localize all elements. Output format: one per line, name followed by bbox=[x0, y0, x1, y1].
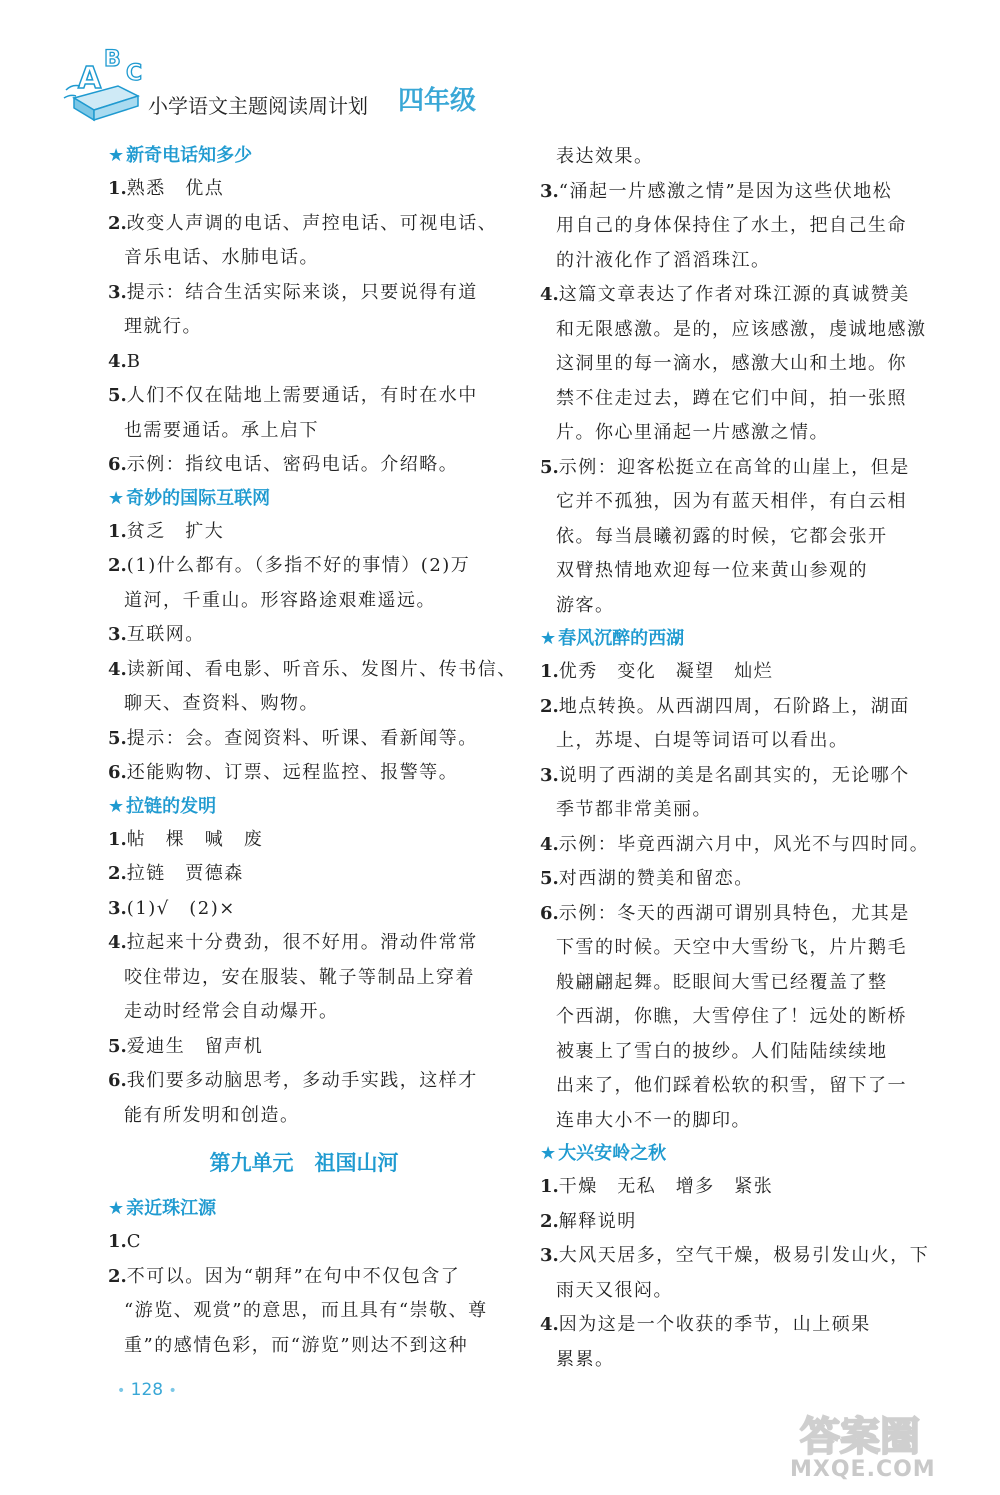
answer-item bbox=[108, 549, 508, 618]
answer-line bbox=[540, 1000, 940, 1035]
answer-text: 般翩翩起舞。眨眼间大雪已经覆盖了整 bbox=[556, 971, 888, 993]
section-heading: ★ 大兴安岭之秋 bbox=[540, 1143, 667, 1164]
answer-line bbox=[108, 857, 508, 892]
answer-number: 2. bbox=[108, 863, 127, 884]
answer-line bbox=[540, 793, 940, 828]
book-title: 小学语文主题阅读周计划 bbox=[148, 94, 368, 118]
section-heading: ★ 奇妙的国际互联网 bbox=[108, 487, 271, 509]
answer-line bbox=[540, 1343, 940, 1378]
answer-line bbox=[108, 1294, 508, 1329]
answer-list bbox=[540, 175, 940, 624]
answer-text: 帖 棵 喊 废 bbox=[126, 828, 264, 850]
answer-text: 被裹上了雪白的披纱。人们陆陆续续地 bbox=[556, 1040, 888, 1062]
answer-line bbox=[108, 823, 508, 858]
answer-text: (1)什么都有。（多指不好的事情）(2)万 bbox=[126, 555, 471, 576]
answer-item bbox=[108, 722, 508, 757]
answer-line bbox=[540, 589, 940, 624]
answer-text: 互联网。 bbox=[126, 624, 205, 645]
right-column bbox=[540, 140, 940, 1377]
answer-text: 示例：迎客松挺立在高耸的山崖上，但是 bbox=[558, 456, 910, 478]
star-icon: ★ bbox=[108, 145, 125, 166]
answer-line bbox=[540, 520, 940, 555]
answer-text: 个西湖，你瞧，大雪停住了！远处的断桥 bbox=[556, 1006, 907, 1027]
star-icon: ★ bbox=[108, 795, 125, 817]
answer-text: 还能购物、订票、远程监控、报警等。 bbox=[126, 762, 459, 783]
answer-item bbox=[108, 276, 508, 345]
answer-line bbox=[108, 618, 508, 653]
answer-number: 1. bbox=[540, 661, 559, 682]
continued-text: 表达效果。 bbox=[556, 146, 654, 167]
answer-item bbox=[108, 172, 508, 207]
star-icon: ★ bbox=[108, 487, 125, 509]
answer-line bbox=[540, 554, 940, 589]
answer-item bbox=[540, 897, 940, 1139]
star-icon: ★ bbox=[540, 1143, 557, 1164]
answer-line bbox=[540, 278, 940, 313]
page-header bbox=[60, 40, 660, 130]
answer-line bbox=[108, 345, 508, 380]
answer-item bbox=[540, 690, 940, 759]
answer-line bbox=[540, 313, 940, 348]
answer-line bbox=[540, 759, 940, 794]
answer-text: 不可以。因为“朝拜”在句中不仅包含了 bbox=[126, 1265, 461, 1287]
answer-number: 3. bbox=[108, 897, 127, 919]
answer-line bbox=[540, 1205, 940, 1240]
answer-text: 大风天居多，空气干燥，极易引发山火，下 bbox=[558, 1245, 930, 1266]
answer-number: 3. bbox=[108, 624, 127, 645]
answer-line bbox=[108, 515, 508, 550]
answer-number: 1. bbox=[108, 828, 127, 850]
answer-line bbox=[108, 1064, 508, 1099]
answer-line bbox=[540, 931, 940, 966]
answer-text: 道河，千重山。形容路途艰难遥远。 bbox=[124, 589, 436, 611]
answer-line bbox=[540, 1274, 940, 1309]
answer-number: 5. bbox=[540, 456, 559, 478]
unit-title: 第九单元 祖国山河 bbox=[209, 1151, 399, 1175]
answer-item bbox=[108, 515, 508, 550]
answer-line bbox=[540, 382, 940, 417]
answer-line bbox=[108, 207, 508, 242]
answer-text: 拉起来十分费劲，很不好用。滑动件常常 bbox=[126, 932, 478, 953]
answer-item bbox=[540, 1170, 940, 1205]
answer-line bbox=[108, 379, 508, 414]
answer-text: 优秀 变化 凝望 灿烂 bbox=[558, 661, 774, 682]
answer-item bbox=[108, 1030, 508, 1065]
answer-item bbox=[108, 857, 508, 892]
answer-line bbox=[540, 209, 940, 244]
answer-text: 重”的感情色彩，而“游览”则达不到这种 bbox=[124, 1334, 469, 1356]
answer-number: 4. bbox=[108, 350, 127, 372]
section-heading: ★ 新奇电话知多少 bbox=[108, 145, 253, 166]
dot-icon: • bbox=[168, 1383, 177, 1399]
answer-item bbox=[540, 278, 940, 451]
answer-text: C bbox=[126, 1231, 143, 1252]
answer-number: 3. bbox=[540, 764, 559, 786]
answer-text: 季节都非常美丽。 bbox=[556, 799, 712, 820]
svg-text:C: C bbox=[126, 61, 143, 86]
svg-text:答案圈: 答案圈 bbox=[800, 1414, 920, 1460]
answer-text: 和无限感激。是的，应该感激，虔诚地感激 bbox=[556, 318, 927, 340]
answer-number: 2. bbox=[108, 555, 127, 576]
answer-text: 走动时经常会自动爆开。 bbox=[124, 1001, 339, 1022]
answer-text: 的汁液化作了滔滔珠江。 bbox=[556, 249, 771, 271]
answer-text: 聊天、查资料、购物。 bbox=[124, 693, 319, 714]
svg-text:B: B bbox=[104, 47, 121, 72]
answer-list bbox=[108, 823, 508, 1134]
answer-text: 读新闻、看电影、听音乐、发图片、传书信、 bbox=[126, 658, 517, 680]
answer-number: 2. bbox=[108, 1265, 127, 1287]
answer-number: 4. bbox=[108, 658, 127, 680]
answer-line bbox=[540, 1104, 940, 1139]
answer-line bbox=[540, 244, 940, 279]
answer-item bbox=[108, 618, 508, 653]
answer-line bbox=[108, 722, 508, 757]
answer-number: 6. bbox=[540, 902, 559, 924]
answer-item bbox=[540, 1205, 940, 1240]
answer-item bbox=[540, 1308, 940, 1377]
section-heading: ★ 亲近珠江源 bbox=[108, 1198, 217, 1219]
answer-line bbox=[540, 347, 940, 382]
answer-text: 提示：会。查阅资料、听课、看新闻等。 bbox=[126, 727, 478, 749]
answer-text: B bbox=[126, 350, 142, 372]
answer-line bbox=[540, 1239, 940, 1274]
answer-line bbox=[108, 995, 508, 1030]
answer-text: 雨天又很闷。 bbox=[556, 1279, 673, 1301]
answer-number: 5. bbox=[108, 727, 127, 749]
star-icon: ★ bbox=[540, 628, 557, 649]
answer-item bbox=[540, 828, 940, 863]
answer-line bbox=[540, 1170, 940, 1205]
answer-text: 提示：结合生活实际来谈，只要说得有道 bbox=[126, 281, 478, 303]
answer-text: 我们要多动脑思考，多动手实践，这样才 bbox=[126, 1070, 478, 1091]
answer-list bbox=[108, 1225, 508, 1363]
answer-item bbox=[108, 345, 508, 380]
answer-text: 累累。 bbox=[556, 1348, 615, 1370]
answer-list bbox=[540, 1170, 940, 1377]
answer-text: 上，苏堤、白堤等词语可以看出。 bbox=[556, 730, 849, 751]
answer-line bbox=[108, 926, 508, 961]
answer-list bbox=[108, 515, 517, 791]
answer-text: 双臂热情地欢迎每一位来黄山参观的 bbox=[556, 560, 868, 581]
answer-text: 熟悉 优点 bbox=[126, 178, 225, 199]
answer-text: 片。你心里涌起一片感激之情。 bbox=[556, 422, 829, 443]
answer-item bbox=[540, 759, 940, 828]
answer-text: “涌起一片感激之情”是因为这些伏地松 bbox=[558, 180, 893, 202]
answer-number: 3. bbox=[540, 180, 559, 202]
answer-line bbox=[540, 897, 940, 932]
answer-text: 咬住带边，安在服装、靴子等制品上穿着 bbox=[124, 966, 475, 988]
answer-number: 1. bbox=[108, 1231, 127, 1252]
answer-line bbox=[108, 1030, 508, 1065]
grade-label: 四年级 bbox=[398, 86, 477, 116]
answer-number: 5. bbox=[108, 385, 127, 406]
answer-text: 解释说明 bbox=[558, 1210, 637, 1232]
answer-text: 也需要通话。承上启下 bbox=[124, 419, 319, 441]
answer-text: 说明了西湖的美是名副其实的，无论哪个 bbox=[558, 764, 910, 786]
answer-line bbox=[108, 653, 517, 688]
answer-text: 干燥 无私 增多 紧张 bbox=[558, 1176, 774, 1197]
answer-line bbox=[540, 966, 940, 1001]
answer-number: 6. bbox=[108, 762, 127, 783]
answer-number: 3. bbox=[540, 1245, 559, 1266]
answer-list bbox=[540, 655, 940, 1138]
answer-number: 3. bbox=[108, 281, 127, 303]
answer-item bbox=[540, 451, 940, 624]
answer-item bbox=[108, 926, 508, 1030]
answer-text: 这洞里的每一滴水，感激大山和土地。你 bbox=[556, 353, 907, 374]
answer-text: 连串大小不一的脚印。 bbox=[556, 1109, 751, 1131]
answer-item bbox=[108, 1225, 508, 1260]
answer-text: 对西湖的赞美和留恋。 bbox=[558, 868, 754, 889]
answer-number: 4. bbox=[540, 833, 559, 855]
answer-number: 1. bbox=[108, 520, 127, 542]
page-number: • 128 • bbox=[117, 1380, 177, 1400]
answer-number: 4. bbox=[108, 932, 127, 953]
answer-line bbox=[108, 756, 508, 791]
answer-number: 5. bbox=[108, 1035, 127, 1057]
answer-item bbox=[108, 379, 508, 448]
answer-line bbox=[108, 172, 508, 207]
answer-number: 2. bbox=[540, 695, 559, 717]
answer-item bbox=[108, 892, 508, 927]
answer-item bbox=[540, 1239, 940, 1308]
answer-line bbox=[108, 584, 508, 619]
answer-line bbox=[108, 241, 508, 276]
answer-line bbox=[540, 175, 940, 210]
answer-text: 禁不住走过去，蹲在它们中间，拍一张照 bbox=[556, 387, 907, 409]
star-icon: ★ bbox=[108, 1198, 125, 1219]
section-heading: ★ 拉链的发明 bbox=[108, 795, 217, 817]
answer-line bbox=[540, 451, 940, 486]
answer-number: 6. bbox=[108, 1070, 127, 1091]
answer-item bbox=[108, 756, 508, 791]
answer-number: 4. bbox=[540, 284, 559, 305]
answer-line bbox=[540, 655, 940, 690]
answer-item bbox=[108, 1064, 508, 1133]
answer-line bbox=[108, 1099, 508, 1134]
answer-line bbox=[540, 416, 940, 451]
answer-line bbox=[108, 1260, 508, 1295]
answer-number: 5. bbox=[540, 868, 559, 889]
answer-text: “游览、观赏”的意思，而且具有“崇敬、尊 bbox=[124, 1300, 488, 1321]
watermark-url: MXQE.COM bbox=[790, 1457, 936, 1482]
answer-text: 拉链 贾德森 bbox=[126, 863, 244, 884]
answer-line bbox=[108, 961, 508, 996]
answer-number: 6. bbox=[108, 454, 127, 475]
answer-line bbox=[108, 414, 508, 449]
answer-line bbox=[108, 276, 508, 311]
answer-line bbox=[108, 1329, 508, 1364]
abc-book-logo-icon bbox=[60, 40, 150, 130]
answer-item bbox=[108, 448, 508, 483]
answer-text: 它并不孤独，因为有蓝天相伴，有白云相 bbox=[556, 491, 907, 512]
answer-item bbox=[108, 823, 508, 858]
answer-text: 爱迪生 留声机 bbox=[126, 1035, 264, 1057]
answer-text: 因为这是一个收获的季节，山上硕果 bbox=[558, 1314, 871, 1335]
answer-text: 这篇文章表达了作者对珠江源的真诚赞美 bbox=[558, 284, 910, 305]
answer-item bbox=[540, 862, 940, 897]
svg-text:A: A bbox=[78, 61, 102, 96]
answer-number: 4. bbox=[540, 1314, 559, 1335]
answer-number: 1. bbox=[540, 1176, 559, 1197]
answer-item bbox=[540, 655, 940, 690]
answer-item bbox=[108, 653, 517, 722]
answer-line bbox=[108, 448, 508, 483]
answer-item bbox=[108, 1260, 508, 1364]
answer-text: 能有所发明和创造。 bbox=[124, 1104, 300, 1126]
dot-icon: • bbox=[117, 1383, 126, 1399]
left-column bbox=[108, 140, 517, 1363]
answer-text: 出来了，他们踩着松软的积雪，留下了一 bbox=[556, 1075, 907, 1096]
answer-text: 地点转换。从西湖四周，石阶路上，湖面 bbox=[558, 695, 910, 717]
answer-line bbox=[540, 1308, 940, 1343]
answer-line bbox=[540, 485, 940, 520]
answer-text: 示例：毕竟西湖六月中，风光不与四时同。 bbox=[558, 833, 930, 855]
answer-text: 贫乏 扩大 bbox=[126, 520, 225, 542]
answer-line bbox=[540, 1035, 940, 1070]
answer-text: 示例：指纹电话、密码电话。介绍略。 bbox=[126, 454, 459, 475]
answer-text: 理就行。 bbox=[124, 316, 202, 337]
answer-line bbox=[540, 862, 940, 897]
answer-line bbox=[108, 549, 508, 584]
answer-text: 下雪的时候。天空中大雪纷飞，片片鹅毛 bbox=[556, 937, 907, 958]
answer-line bbox=[540, 828, 940, 863]
answer-list bbox=[108, 172, 508, 483]
answer-line bbox=[108, 1225, 508, 1260]
answer-line bbox=[540, 690, 940, 725]
answer-line bbox=[540, 724, 940, 759]
answer-text: 人们不仅在陆地上需要通话，有时在水中 bbox=[126, 385, 478, 406]
answer-line bbox=[108, 310, 508, 345]
answer-text: (1)√ (2)× bbox=[126, 897, 236, 919]
answer-number: 2. bbox=[108, 212, 127, 234]
answer-item bbox=[540, 175, 940, 279]
answer-line bbox=[540, 1069, 940, 1104]
answer-text: 游客。 bbox=[556, 594, 615, 616]
answer-number: 2. bbox=[540, 1210, 559, 1232]
answer-line bbox=[108, 687, 508, 722]
answer-text: 示例：冬天的西湖可谓别具特色，尤其是 bbox=[558, 902, 910, 924]
answer-text: 依。每当晨曦初露的时候，它都会张开 bbox=[556, 525, 888, 547]
answer-line bbox=[108, 892, 508, 927]
answer-text: 改变人声调的电话、声控电话、可视电话、 bbox=[126, 212, 498, 234]
answer-item bbox=[108, 207, 508, 276]
answer-number: 1. bbox=[108, 178, 127, 199]
answer-text: 用自己的身体保持住了水土，把自己生命 bbox=[556, 215, 907, 236]
section-heading: ★ 春风沉醉的西湖 bbox=[540, 628, 685, 649]
answer-text: 音乐电话、水肺电话。 bbox=[124, 247, 319, 268]
